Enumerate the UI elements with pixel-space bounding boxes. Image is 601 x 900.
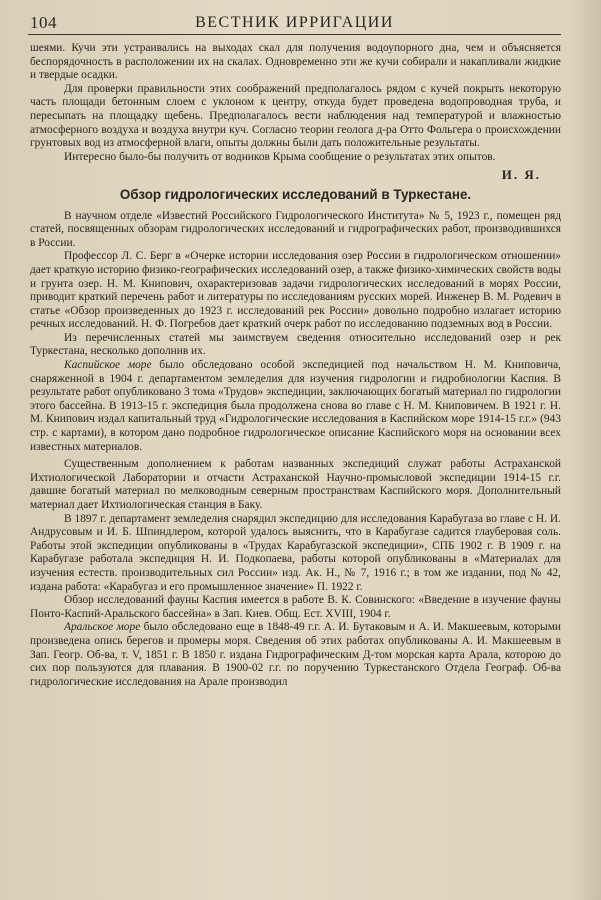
journal-title: ВЕСТНИК ИРРИГАЦИИ [195, 14, 394, 31]
article2-paragraph-caspian [30, 359, 561, 454]
article1-paragraph-1: шеями. Кучи эти устраивались на выходах скал для получения водоупорного дна, чем и объясняется беспорядочность в расположении их на скалах. Одновременно эти же кучи собирали и накапливали жидкие и твердые осадки. [30, 42, 561, 82]
article2-paragraph-karabugaz: В 1897 г. департамент земледелия снарядил экспедицию для исследования Карабугаза во главе с Н. И. Андрусовым и И. Б. Шпиндлером, которой удалось выяснить, что в Карабугазе садится глауберовая соль. Работы этой экспедиции опубликованы в «Трудах Карабугазской экспедиции», СПБ 1902 г. В 1909 г. на Карабугазе работала экспедиция Н. И. Подкопаева, работы которой опубликованы в «Материалах для изучения естеств. производительных сил России» изд. Ак. Н., № 7, 1916 г.; в том же издании, под № 42, издана работа: «Карабугаз и его промышленное значение» П. 1922 г. [30, 512, 561, 593]
article2-paragraph-fauna: Обзор исследований фауны Каспия имеется в работе В. К. Совинского: «Введение в изучение фауны Понто-Каспий-Аральского бассейна» в Зап. Киев. Общ. Ест. XVIII, 1904 г. [30, 594, 561, 620]
article2-paragraph-2: Профессор Л. С. Берг в «Очерке истории исследования озер России в гидрологическом отношении» дает краткую историю физико-географических исследований озер, а также физико-химических свойств воды и грунта озер. Н. М. Книпович, охарактеризовав задачи гидрологических исследований в морях России, приводит краткий перечень работ и литературы по исследованиям русских морей. Инженер В. М. Родевич в статье «Обзор произведенных до 1923 г. исследований рек России» довольно подробно излагает историю речных исследований. Н. Ф. Погребов дает краткий очерк работ по исследованию подземных вод в России. [30, 250, 561, 331]
article1-paragraph-2: Для проверки правильности этих соображений предполагалось рядом с кучей покрыть некоторую часть площади бетонным слоем с уклоном к центру, откуда будет проведена водопроводная труба, и пересыпать на площадку щебень. Предполагалось вести наблюдения над температурой и влажностью атмосферного воздуха и воздуха внутри куч. Согласно теории геолога д-ра Отто Фольгера о происхождении грунтовых вод из атмосферной влаги, опыты должны были дать положительные результаты. [30, 82, 561, 150]
article2-paragraph-1: В научном отделе «Известий Российского Гидрологического Института» № 5, 1923 г., помещен ряд статей, посвященных обзорам гидрологических исследований и гидрографических работ, производившихся в России. [30, 209, 561, 249]
caspian-sea-term: Каспийское море [64, 359, 152, 372]
article2-paragraph-5: Существенным дополнением к работам названных экспедиций служат работы Астраханской Ихтиологической Лаборатории и отчасти Астраханской Научно-промысловой экспедиции 1914-15 г.г. давшие богатый материал по мелководным северным пространствам Каспийского моря. Дополнительный материал дает Ихтиологическая станция в Баку. [30, 458, 561, 511]
article-title: Обзор гидрологических исследований в Туркестане. [119, 186, 472, 202]
author-signature: И. Я. [501, 167, 541, 183]
aral-paragraph-text: было обследовано еще в 1848-49 г.г. А. И. Бутаковым и А. И. Макшеевым, которыми произведена опись берегов и промеры моря. Сведения об этих работах опубликованы А. И. Макшеевым в Зап. Геогр. Об-ва, т. V, 1851 г. В 1850 г. издана Гидрографическим Д-том морская карта Арала, которою до сих пор пользуются для плавания. В 1900-02 г.г. по поручению Туркестанского Отдела Географ. Об-ва гидрологические исследования на Арале производил [30, 621, 562, 688]
article2-paragraph-aral [30, 621, 561, 689]
page-body [30, 42, 561, 689]
article2-paragraph-3: Из перечисленных статей мы заимствуем сведения относительно исследований озер и рек Туркестана, несколько дополнив их. [30, 331, 561, 358]
article1-paragraph-3: Интересно было-бы получить от водников Крыма сообщение о результатах этих опытов. [64, 150, 496, 163]
caspian-paragraph-text: было обследовано особой экспедицией под начальством Н. М. Книповича, снаряженной в 1904 г. департаментом земледелия для изучения гидрологии и гидробиологии Каспия. В результате работ опубликовано 3 тома «Трудов» экспедиции, заключающих богатый материал по гидрологии этого бассейна. В 1913-15 г. экспедиция была продолжена снова во главе с Н. М. Книповичем. В 1921 г. Н. М. Книпович издал капитальный труд «Гидрологические исследования в Каспийском море 1914-15 г.г.» (943 стр. с картами), в котором дано подробное гидрологическое описание Каспийского моря на основании всех известных материалов. [30, 359, 561, 453]
page-number: 104 [30, 13, 57, 32]
aral-sea-term: Аральское море [64, 621, 141, 634]
page-header [28, 12, 561, 35]
page-edge-shadow [571, 0, 601, 900]
